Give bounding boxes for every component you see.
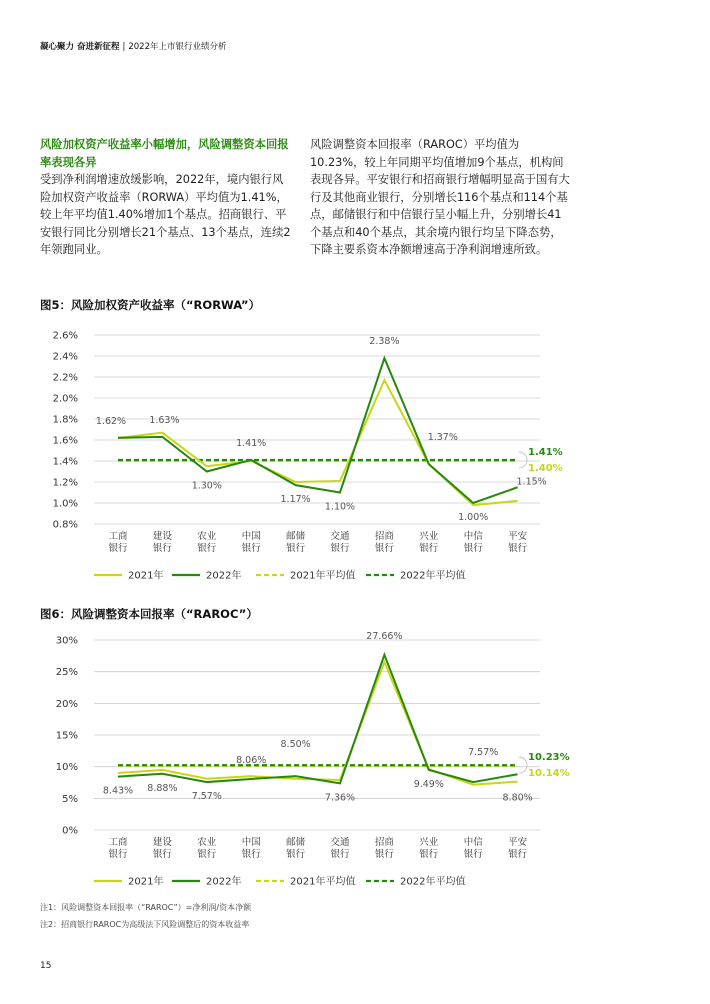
data-label: 1.15%	[516, 476, 547, 488]
data-label: 1.00%	[458, 512, 489, 523]
data-label: 7.36%	[324, 792, 356, 804]
legend-label: 2022年	[206, 570, 242, 582]
avg-bracket	[519, 757, 527, 773]
legend-label: 2021年	[128, 570, 164, 582]
intro-right-column	[310, 136, 570, 259]
x-tick-label: 招商	[374, 531, 394, 542]
y-tick-label: 0.8%	[52, 519, 78, 531]
note-1: 注1：风险调整资本回报率（“RAROC”）=净利润/资本净额	[40, 903, 252, 912]
data-label: 7.57%	[468, 747, 499, 759]
x-tick-label: 建设	[152, 531, 172, 542]
data-label: 8.06%	[236, 754, 267, 766]
intro-left-column	[40, 136, 292, 259]
legend-label: 2022年平均值	[400, 876, 466, 888]
data-label: 9.49%	[413, 778, 444, 790]
x-tick-label: 银行	[108, 849, 128, 860]
y-tick-label: 5%	[62, 793, 78, 805]
avg-2022-label: 10.23%	[528, 752, 570, 764]
data-label: 1.63%	[149, 414, 180, 426]
x-tick-label: 兴业	[419, 531, 439, 542]
legend-label: 2022年	[206, 876, 242, 888]
y-tick-label: 15%	[55, 730, 78, 742]
y-tick-label: 10%	[55, 762, 78, 774]
rorwa-chart	[0, 320, 710, 595]
y-tick-label: 1.4%	[52, 456, 78, 468]
series-2022-line	[118, 655, 518, 784]
figure6-title: 图6：风险调整资本回报率（“RAROC”）	[40, 607, 258, 621]
y-tick-label: 30%	[55, 635, 78, 647]
intro-right-body: 风险调整资本回报率（RAROC）平均值为10.23%，较上年同期平均值增加9个基点，机构间表现各异。平安银行和招商银行增幅明显高于国有大行及其他商业银行，分别增长116个基点和114个基点，邮储银行和中信银行呈小幅上升，分别增长41个基点和40个基点，其余境内银行均呈下降态势，下降主要系资本净额增速高于净利润增速所致。	[310, 138, 570, 256]
x-tick-label: 银行	[508, 849, 528, 860]
x-tick-label: 邮储	[286, 837, 306, 848]
x-tick-label: 银行	[419, 543, 439, 554]
page-number: 15	[40, 961, 52, 971]
x-tick-label: 招商	[374, 837, 394, 848]
y-tick-label: 1.8%	[52, 414, 78, 426]
x-tick-label: 中国	[241, 837, 261, 848]
x-tick-label: 银行	[286, 849, 306, 860]
x-tick-label: 银行	[197, 849, 217, 860]
x-tick-label: 平安	[508, 837, 528, 848]
x-tick-label: 银行	[419, 849, 439, 860]
data-label: 8.80%	[502, 792, 533, 804]
y-tick-label: 2.6%	[52, 330, 78, 342]
y-tick-label: 2.2%	[52, 372, 78, 384]
x-tick-label: 银行	[286, 543, 306, 554]
x-tick-label: 中信	[463, 531, 483, 542]
legend-label: 2021年平均值	[290, 570, 356, 582]
data-label: 1.17%	[280, 494, 311, 506]
x-tick-label: 银行	[241, 543, 261, 554]
x-tick-label: 银行	[463, 849, 483, 860]
y-tick-label: 1.0%	[52, 498, 78, 510]
data-label: 1.41%	[236, 437, 267, 449]
data-label: 7.57%	[191, 791, 222, 803]
x-tick-label: 农业	[197, 531, 217, 542]
x-tick-label: 银行	[374, 543, 394, 554]
y-tick-label: 1.2%	[52, 477, 78, 489]
figure5-title: 图5：风险加权资产收益率（“RORWA”）	[40, 298, 261, 312]
x-tick-label: 银行	[108, 543, 128, 554]
x-tick-label: 银行	[374, 849, 394, 860]
legend-label: 2022年平均值	[400, 570, 466, 582]
page-header	[40, 40, 226, 52]
x-tick-label: 交通	[330, 531, 350, 542]
data-label: 1.62%	[95, 415, 127, 427]
data-label: 1.10%	[324, 501, 356, 513]
x-tick-label: 邮储	[286, 531, 306, 542]
x-tick-label: 工商	[108, 531, 128, 542]
x-tick-label: 工商	[108, 837, 128, 848]
x-tick-label: 银行	[197, 543, 217, 554]
x-tick-label: 交通	[330, 837, 350, 848]
avg-bracket	[519, 452, 527, 468]
data-label: 27.66%	[366, 630, 403, 642]
data-label: 8.50%	[280, 739, 311, 751]
x-tick-label: 建设	[152, 837, 172, 848]
x-tick-label: 农业	[197, 837, 217, 848]
header-separator: |	[122, 42, 126, 52]
y-tick-label: 2.0%	[52, 393, 78, 405]
data-label: 8.88%	[147, 782, 178, 794]
x-tick-label: 平安	[508, 531, 528, 542]
chart-notes	[40, 899, 251, 933]
data-label: 8.43%	[102, 785, 134, 797]
avg-2022-label: 1.41%	[528, 446, 563, 458]
x-tick-label: 银行	[330, 543, 350, 554]
x-tick-label: 银行	[330, 849, 350, 860]
legend-label: 2021年	[128, 876, 164, 888]
y-tick-label: 2.4%	[52, 351, 78, 363]
x-tick-label: 银行	[508, 543, 528, 554]
x-tick-label: 银行	[241, 849, 261, 860]
section-heading: 风险加权资产收益率小幅增加，风险调整资本回报率表现各异	[40, 138, 289, 169]
note-2: 注2：招商银行RAROC为高级法下风险调整后的资本收益率	[40, 920, 250, 929]
x-tick-label: 银行	[463, 543, 483, 554]
y-tick-label: 1.6%	[52, 435, 78, 447]
data-label: 1.37%	[427, 432, 458, 444]
intro-left-body: 受到净利润增速放缓影响，2022年，境内银行风险加权资产收益率（RORWA）平均值为1.41%，较上年平均值1.40%增加1个基点。招商银行、平安银行同比分别增长21个基点、13个基点，连续2年领跑同业。	[40, 173, 291, 256]
header-title-rest: 2022年上市银行业绩分析	[128, 42, 227, 52]
raroc-chart	[0, 626, 710, 896]
avg-2021-label: 10.14%	[528, 768, 570, 780]
x-tick-label: 银行	[152, 849, 172, 860]
x-tick-label: 中信	[463, 837, 483, 848]
data-label: 1.30%	[191, 480, 222, 492]
x-tick-label: 银行	[152, 543, 172, 554]
x-tick-label: 兴业	[419, 837, 439, 848]
y-tick-label: 0%	[62, 825, 78, 837]
y-tick-label: 25%	[55, 667, 78, 679]
data-label: 2.38%	[369, 336, 400, 348]
legend-label: 2021年平均值	[290, 876, 356, 888]
avg-2021-label: 1.40%	[528, 462, 563, 474]
y-tick-label: 20%	[55, 698, 78, 710]
header-title-bold: 凝心聚力 奋进新征程	[40, 42, 120, 52]
x-tick-label: 中国	[241, 531, 261, 542]
